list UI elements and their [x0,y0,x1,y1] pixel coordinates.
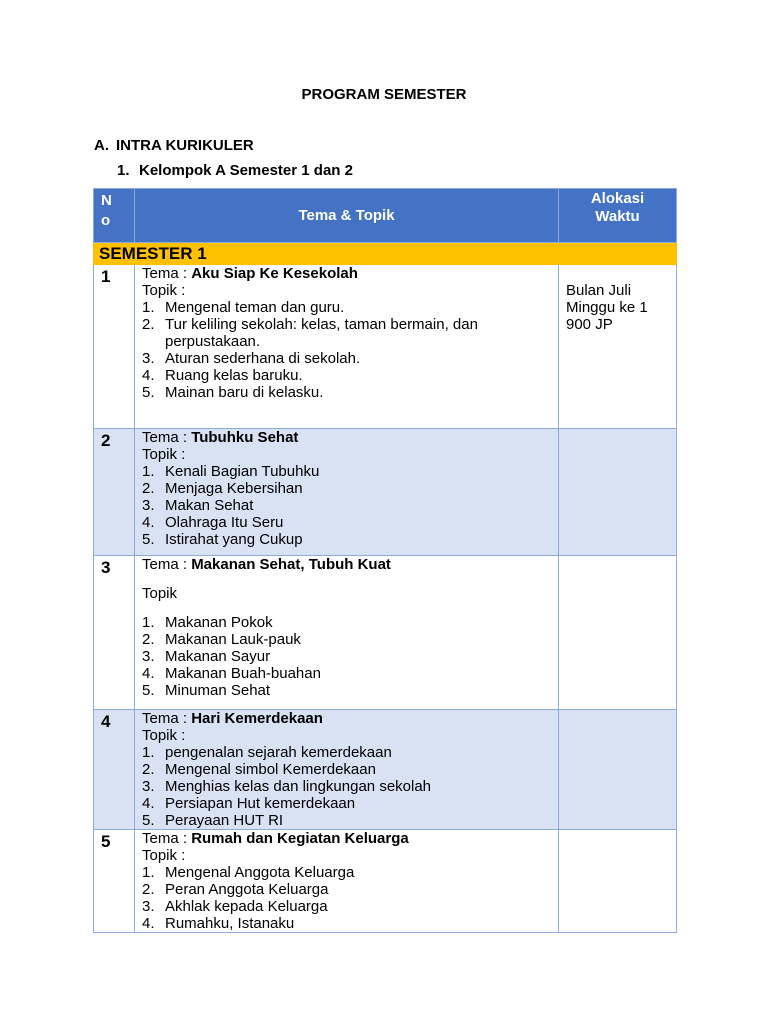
list-item: 2. Mengenal simbol Kemerdekaan [142,761,376,778]
list-item: 4. Rumahku, Istanaku [142,915,295,932]
list-item: 4. Persiapan Hut kemerdekaan [142,795,356,812]
topik-label: Topik : [142,282,186,299]
row-number: 3 [94,556,135,710]
row-number: 5 [94,830,135,933]
tema-title: Rumah dan Kegiatan Keluarga [191,830,409,847]
list-item: 1. Mengenal Anggota Keluarga [142,864,355,881]
alokasi-cell [559,265,677,429]
row-tema-cell [135,830,559,933]
subsection-heading [117,162,353,179]
topik-label: Topik : [142,847,186,864]
alokasi-line: 900 JP [566,316,613,333]
list-item: 5. Perayaan HUT RI [142,812,284,829]
program-table [93,188,677,933]
section-heading [94,137,254,154]
list-item: 5. Istirahat yang Cukup [142,531,303,548]
table-row [94,710,677,830]
alokasi-cell [559,556,677,710]
topik-label: Topik [142,585,178,602]
list-item: 1. Kenali Bagian Tubuhku [142,463,320,480]
list-item: 3. Menghias kelas dan lingkungan sekolah [142,778,432,795]
semester-label: SEMESTER 1 [94,243,677,265]
topic-list [142,864,558,932]
tema-line: Tema : Aku Siap Ke Kesekolah [142,265,358,282]
list-item: 1. Mengenal teman dan guru. [142,299,345,316]
list-item: 1. Makanan Pokok [142,614,273,631]
row-tema-cell [135,710,559,830]
alokasi-line: Bulan Juli [566,282,632,299]
row-tema-cell [135,556,559,710]
tema-line: Tema : Makanan Sehat, Tubuh Kuat [142,556,391,573]
tema-title: Aku Siap Ke Kesekolah [191,265,358,282]
row-tema-cell [135,265,559,429]
alokasi-cell [559,830,677,933]
list-item: 2. Makanan Lauk-pauk [142,631,301,648]
row-number: 4 [94,710,135,830]
alokasi-cell [559,429,677,556]
header-no: N o [94,189,135,243]
tema-title: Tubuhku Sehat [191,429,299,446]
row-number: 1 [94,265,135,429]
section-marker: A. [94,137,109,154]
header-alokasi: Alokasi Waktu [559,189,677,243]
list-item: 3. Makan Sehat [142,497,254,514]
list-item: 4. Ruang kelas baruku. [142,367,303,384]
tema-line: Tema : Tubuhku Sehat [142,429,299,446]
tema-line: Tema : Hari Kemerdekaan [142,710,323,727]
list-item: 3. Makanan Sayur [142,648,271,665]
semester-row [94,243,677,265]
topic-list [142,614,558,699]
row-number: 2 [94,429,135,556]
subsection-label: Kelompok A Semester 1 dan 2 [139,162,353,179]
section-label: INTRA KURIKULER [116,137,254,154]
topic-list [142,463,558,548]
page-title: PROGRAM SEMESTER [301,86,467,103]
list-item: 4. Olahraga Itu Seru [142,514,284,531]
list-item: 4. Makanan Buah-buahan [142,665,321,682]
list-item: 5. Minuman Sehat [142,682,271,699]
topic-list [142,744,558,829]
list-item: 2. Peran Anggota Keluarga [142,881,329,898]
table-header-row [94,189,677,243]
list-item: 3. Aturan sederhana di sekolah. [142,350,361,367]
table-row [94,830,677,933]
alokasi-cell [559,710,677,830]
list-item: 1. pengenalan sejarah kemerdekaan [142,744,392,761]
table-row [94,429,677,556]
tema-line: Tema : Rumah dan Kegiatan Keluarga [142,830,409,847]
list-item: 3. Akhlak kepada Keluarga [142,898,328,915]
header-tema: Tema & Topik [135,189,559,243]
table-row [94,556,677,710]
list-item: 2. Tur keliling sekolah: kelas, taman bermain, dan perpustakaan. [142,316,478,350]
alokasi-line: Minggu ke 1 [566,299,648,316]
tema-title: Hari Kemerdekaan [191,710,323,727]
topik-label: Topik : [142,446,186,463]
row-tema-cell [135,429,559,556]
topik-label: Topik : [142,727,186,744]
subsection-marker: 1. [117,162,130,179]
topic-list [142,299,558,401]
table-row [94,265,677,429]
tema-title: Makanan Sehat, Tubuh Kuat [191,556,391,573]
list-item: 5. Mainan baru di kelasku. [142,384,324,401]
list-item: 2. Menjaga Kebersihan [142,480,303,497]
